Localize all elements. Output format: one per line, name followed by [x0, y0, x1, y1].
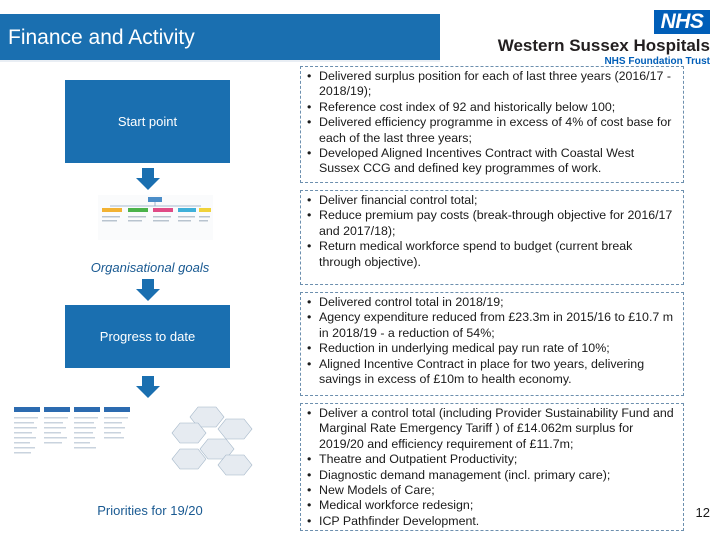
list-item: • Developed Aligned Incentives Contract with Coastal West Sussex CCG and defined key programmes of work. — [305, 146, 677, 177]
priorities-thumbnail — [12, 405, 260, 500]
list-item: • Aligned Incentive Contract in place for two years, delivering savings in excess of £10m to health economy. — [305, 357, 677, 388]
trust-name: Western Sussex Hospitals — [497, 36, 710, 55]
down-arrow-icon — [136, 168, 160, 190]
page-title: Finance and Activity — [8, 25, 195, 49]
list-item: • Theatre and Outpatient Productivity; — [305, 452, 677, 467]
down-arrow-icon — [136, 376, 160, 398]
organisational-goals-thumbnail — [98, 195, 213, 240]
start-point-box — [300, 66, 684, 183]
step-organisational-goals-label: Organisational goals — [90, 260, 210, 275]
step-start-point-label: Start point — [117, 114, 178, 129]
list-item: • Reference cost index of 92 and historically below 100; — [305, 100, 677, 115]
list-item: • Agency expenditure reduced from £23.3m in 2015/16 to £10.7 m in 2018/19 - a reduction of 54%; — [305, 310, 677, 341]
down-arrow-icon — [136, 279, 160, 301]
list-item: • Reduction in underlying medical pay run rate of 10%; — [305, 341, 677, 356]
list-item: • Diagnostic demand management (incl. primary care); — [305, 468, 677, 483]
list-item: • New Models of Care; — [305, 483, 677, 498]
progress-to-date-box — [300, 292, 684, 396]
step-progress-to-date — [65, 305, 230, 368]
title-underline — [0, 60, 440, 62]
nhs-logo — [497, 10, 712, 67]
list-item: • Deliver financial control total; — [305, 193, 677, 208]
page-title-bar — [0, 14, 440, 61]
trust-subtitle: NHS Foundation Trust — [604, 56, 710, 67]
list-item: • Return medical workforce spend to budget (current break through objective). — [305, 239, 677, 270]
organisational-goals-box — [300, 190, 684, 285]
list-item: • Delivered control total in 2018/19; — [305, 295, 677, 310]
step-start-point — [65, 80, 230, 163]
list-item: • Reduce premium pay costs (break-through objective for 2016/17 and 2017/18); — [305, 208, 677, 239]
list-item: • Delivered efficiency programme in excess of 4% of cost base for each of the last three years; — [305, 115, 677, 146]
step-priorities-label: Priorities for 19/20 — [97, 503, 203, 518]
step-progress-label: Progress to date — [99, 329, 196, 344]
list-item: • ICP Pathfinder Development. — [305, 514, 677, 529]
priorities-box — [300, 403, 684, 531]
list-item: • Medical workforce redesign; — [305, 498, 677, 513]
nhs-mark: NHS — [654, 10, 710, 34]
page-number: 12 — [695, 505, 710, 520]
list-item: • Delivered surplus position for each of last three years (2016/17 - 2018/19); — [305, 69, 677, 100]
list-item: • Deliver a control total (including Provider Sustainability Fund and Marginal Rate Emergency Tariff ) of £14.062m surplus for 2019/20 and efficiency requirement of £11.7m; — [305, 406, 677, 452]
